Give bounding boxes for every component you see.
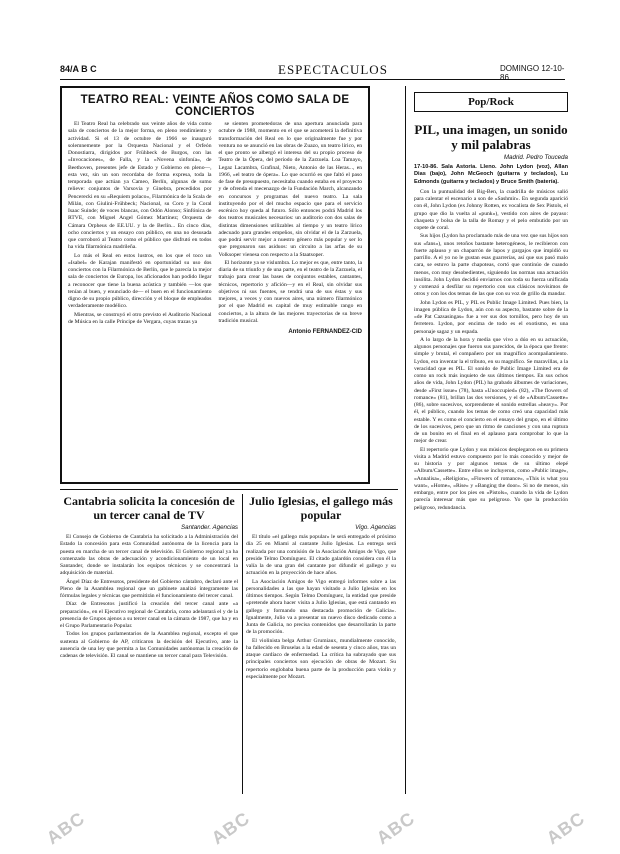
teatro-paragraph: El Teatro Real ha celebrado sus veinte años de vida como sala de conciertos de la mejor forma, en pleno rendimiento y actividad. Si el 13 de octubre de 1966 se inauguró solemnemente por la Orquesta Nacional y el Orfeón Donostiarra, dirigidos por Frühbeck de Burgos, con las «Invocaciones», de Falla, y la «Novena sinfonía», de Beethoven, presentes jefe de Estado y Gobierno en pleno—, esta vez, sin un son recordaba de forma expresa, toda la temporada que actúan ya Cameo, Berlín, algunas de sumo relieve: conjuntos de Varsovia y Ginebra, precedidos por Pencerecki en su «Requiem polaco», Filarmónica de la Scala de Milán, con Giulini-Frühbeck; Nacional, su Coro y la Coral Isaac Suinde; de voces blancas, con Odón Alonso; Sinfónica de RTVE, con Miguel Angel Gómez Martínez; Orquesta de Cámara Orpheus de EE.UU. y la de Berlín... En cinco días, ocho conciertos y un ensayo con público, en una no desusada que corroboró al Teatro como el público que disfrutó en todos ha vida filarmónica madrileña. — [68, 121, 212, 251]
pil-credits: 17-10-86. Sala Astoria. Lleno. John Lydon (voz), Allan Dias (bajo), John McGeoch (guitarra y teclados), Lu Edmonds (guitarra y teclados) y Bruce Smith (batería). — [414, 164, 568, 185]
watermark: ABC — [207, 807, 254, 849]
teatro-real-article — [60, 86, 370, 484]
pil-source: Madrid. Pedro Touceda — [503, 154, 568, 161]
pil-paragraph: El repertorio que Lydon y sus músicos desplegaron en su primera visita a Madrid estuvo compuesto por lo más conocido y mejor de su historia y por algunos temas de su último elepé «Album/Cassette». Entre ellos se incluyeron, como «Public image», «Annalisa», «Religion», «Flowers of romance», «This is what you want», «Home», «Rise» y «Banging the door». Si no de menos, sin embargo, entre por los pies en «Pistols», cuando la vida de Lydon parecía interesar más que su peligroso. Yo que la producción peligroso, redundancia. — [414, 446, 568, 511]
pil-paragraph: A lo largo de la hora y media que vivo a dúo en su actuación, algunos personajes que fueron sus parecidos, de la época que frente: simple y brutal, el compañero por un magnífico acompañamiento. Lydon, era inventar la el tributo, en su magnífico. Se maravillas, a la veracidad que es PIL. El sonido de Public Image Limited era de como un rock más inquieto de sus últimos tiempos. En sus ochos años de vida, John Lydon (PIL) ha grabado álbumes de variaciones, desde «First issue» (78), hasta «Unoccupied» (82), «The flowers of romance» (81), brillan las dos versiones, y el de «Album/Cassette» (86), sobre sucesivos, sorprendente el sonido estrellas «heavy». Por él, el público, cuando los temas de como creó una capacidad más estable. Y es como el concierto en el ensayo del grupo, en el último de los sucesivos, pero que un ritmo de canciones y con una ruptura de un bonito en el final en el aplauso para comprobar lo que la mejor de crear. — [414, 336, 568, 445]
julio-paragraph: El violinista belga Arthur Grumiaux, mundialmente conocido, ha fallecido en Bruselas a la edad de sesenta y cinco años, tras un ataque cardíaco de enfermedad. La crítica ha subrayado que sus principales conciertos son ejecución de obras de Mozart. Su repertorio englobaba buena parte de la producción para violín y especialmente por Mozart. — [246, 637, 396, 680]
divider — [60, 489, 398, 490]
issue-date: DOMINGO 12-10-86 — [500, 64, 565, 82]
pil-headline: PIL, una imagen, un sonido y mil palabras — [414, 122, 568, 152]
julio-source: Vigo. Agencias — [355, 524, 396, 531]
teatro-paragraph: Lo más el Real en estos lustros, en los que el toco un «Isabel» de Karajan manifestó en oportunidad su uso dos conciertos con la Filarmónica de Berlín, que le parecía la mejor sala de conciertos de Europa, los aficionados han podido llegar a reconocer que tiene la buena acústica y también —los que tenían al buen, y enunciado de— el buen en el funcionamiento digno de su propio público, dirección y el bloque de empleados verdaderamente modélico. — [68, 252, 212, 310]
divider — [242, 494, 243, 794]
pop-rock-label: Pop/Rock — [414, 92, 568, 112]
cantabria-article — [60, 494, 238, 661]
teatro-real-headline: TEATRO REAL: VEINTE AÑOS COMO SALA DE CONCIERTOS — [80, 94, 350, 118]
page-number: 84/A B C — [60, 64, 97, 74]
teatro-col-1 — [68, 121, 212, 335]
watermark: ABC — [372, 807, 419, 849]
pil-paragraph: John Lydon es PIL, y PIL es Public Image Limited. Pues bien, la imagen pública de Lydon, aún con su aspecto, bastante sobre de la «de Pat Cazsasingas» fue a ver sus dos tornillos, pero hoy de un ferretero. Lydon, por encima de todo es el exotismo, es una personaje sagaz y un espada. — [414, 299, 568, 335]
julio-headline: Julio Iglesias, el gallego más popular — [249, 494, 393, 522]
teatro-paragraph: se sienten prometedoras de una apertura anunciada para octubre de 1988, momento en el que se acometerá la definitiva transformación del Real en lo que originalmente fue y por ventura no se anunció en las obras de Zuazo, un teatro lírico, en el que pronto se albergó el interesa del su propio proceso de Teatro de la Ópera, del período de la Zarzuela. Loa Tamayo, Legaz Lacambra, Grafinal, Nieto, Antonio de las Heras..., en 1966, «el teatro de ópera». Lo que ocurrió es que faltó el paso de fase de presupuesto, necesitaba cuando estaba en el proyecto y de ofrenda el mecenazgo de la Fundación March, alcanzando en concursos y programas del nuevo teatro. La sala instituyendo por el del mucho espacio que para el servicio escénico hoy queda al futuro. Sólo entonces podrá Madrid los dos teatros musicales necesarios: un auditorio con dos salas de distintas dimensiones utilizables al tiempo y un teatro lírico adecuado para grandes empeños, sin olvidar el de la Zarzuela, que podrá servir mejor a nuestro género más popular y ser lo que pregonaron sus asiduos: un circuito a las arfas de su Volksoper vienesa con respecto a la Staatsoper. — [218, 121, 362, 258]
julio-iglesias-article — [246, 494, 396, 682]
cantabria-paragraph: Díaz de Entresotos justificó la creación del tercer canal ante «a preparación», en el Ejecutivo regional de Cantabria, como adelantará el y de la presencia de Grupos ajenos a su tercer canal en la cámara de 1987, que ha y en el Grupo Parlamentario Popular. — [60, 601, 238, 629]
teatro-byline: Antonio FERNANDEZ-CID — [288, 329, 362, 335]
page-header — [60, 62, 565, 82]
watermark: ABC — [42, 807, 89, 849]
divider — [405, 86, 406, 794]
teatro-col-2 — [219, 121, 363, 335]
pil-paragraph: Sus hijos (Lydon ha proclamado más de una vez que sus hijos son sus «fans»), unos retoños bastante heterogéneos, le recibieron con fuerte aplauso y un chaparrón de lapos y gargajos que impidió su parrillo. A el yo no le gustan esas guarrerías, así que sus pasó malo cara, se estuvo la parte chapoteas, cortó que continúo de cuando menos, con muy desobedientes, siguiendo las normas una actuación insólita. John Lydon decidió enviarnos con toda su fuerza unificada y comenzó a desfilar su repertorio con sus clásicos novísimos de otros y con los dos temas de las que con su voz de grillo da mandar. — [414, 233, 568, 298]
header-rule — [60, 79, 565, 80]
cantabria-source: Santander. Agencias — [181, 524, 238, 531]
cantabria-headline: Cantabria solicita la concesión de un tercer canal de TV — [63, 494, 235, 522]
watermark: ABC — [542, 807, 589, 849]
cantabria-paragraph: Todos los grupos parlamentarios de la Asamblea regional, excepto el que sustenta al Gobierno de AP, criticaron la decisión del Ejecutivo, ante la ausencia de una ley que permita a las Comunidades autónomas la creación de cadenas de televisión. El canal se mantiene un tercer canal para Televisión. — [60, 631, 238, 659]
teatro-paragraph: El horizonte ya se vislumbra. Lo mejor es que, entre tanto, la diaria de su triunfo y de una parte, en el teatro de la Zarzuela, el trabajo para crear las bases de conjuntos estables, cantantes, técnicos, repertorio y afición—y en el Real, sin olvidar sus objetivos ni sus fuentes, se tendrá una de sus éstas y sus mejores, a veces y con nuevos aires, una número filarmónico por el que Madrid es capital de muy estimable rango en conciertos, a la altura de las mejores trayectorias de su breve tradición musical. — [218, 259, 362, 324]
teatro-paragraph: Mientras, se construyó el otro previsto el Auditorio Nacional de Música en la calle Príncipe de Vergara, cuyas trazas ya — [68, 311, 212, 325]
cantabria-paragraph: Ángel Díaz de Entresotos, presidente del Gobierno cántabro, declaró ante el Pleno de la Asamblea regional que un gabinete analizó íntegramente las fórmulas legales y técnicas que permitirán el funcionamiento del tercer canal. — [60, 578, 238, 599]
cantabria-paragraph: El Consejo de Gobierno de Cantabria ha solicitado a la Administración del Estado la concesión para esta Comunidad autónoma de la licencia para la puesta en marcha de un tercer canal de televisión. El Gobierno regional ya ha comenzado las obras de adecuación y acondicionamiento de un local en Santander, donde se instalarán los equipos técnicos y se concentrará la adquisición de material. — [60, 534, 238, 577]
julio-paragraph: La Asociación Amigos de Vigo entregó informes sobre a las personalidades a las que hayan visitado a Julio Iglesias en los últimos tiempos. Según Telmo Domínguez, la entidad que preside «pretende ahora hacer visita a Julio Iglesias, que está cantando en gallego y formando una destacada promoción de Galicia». Igualmente, Julio va a presentar un nuevo disco dedicado como a Junta de Galicia, no precisa contenidos que desarrollarán la parte de la promoción. — [246, 578, 396, 636]
section-title: ESPECTACULOS — [278, 62, 388, 77]
pil-article — [414, 122, 568, 513]
pil-paragraph: Con la puntualidad del Big-Ben, la cuadrilla de músicos salió para calentar el escenario a son de «Sashmir». En segunda aparició con él, John Lydon (ex Johnny Rotten, ex vocalista de Sex Pistols, el grupo que dio la vuelta al «punk»), vestido con aires de payaso: chaqueta y bolsa de la talla de Romay y el pelo embutido por un copete de coral. — [414, 188, 568, 231]
julio-paragraph: El título «el gallego más popular» le será entregado el próximo día 25 en Miami al cantante Julio Iglesias. La entrega será realizada por una comisión de la Asociación Amigos de Vigo, que preside Telmo Domínguez. El citado galardón considera con él la valía la de una gran del cantante por difundir el gallego y su actuación en la proyección de hace años. — [246, 534, 396, 577]
